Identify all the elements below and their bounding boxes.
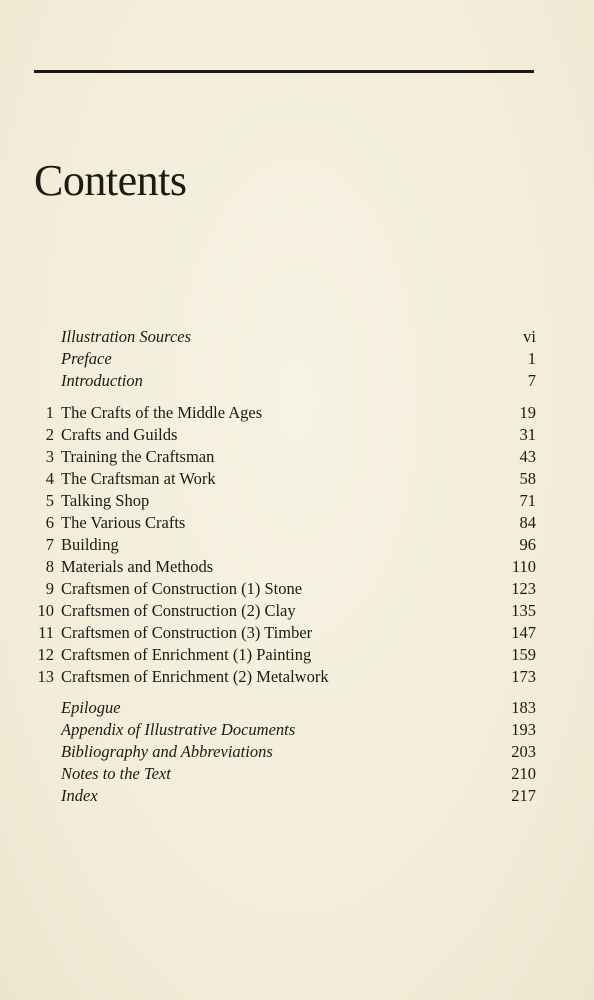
entry-title: The Various Crafts [61,513,186,532]
entry-title: Craftsmen of Construction (1) Stone [61,579,303,598]
entry-page-number: 217 [511,786,536,805]
toc-entry-chapter [0,644,594,666]
chapter-number: 9 [45,579,54,598]
toc-entry-chapter [0,512,594,534]
entry-title: Talking Shop [61,491,150,510]
entry-page-number: 159 [511,645,536,664]
toc-entry-front-matter [0,326,594,348]
entry-page-number: 110 [511,557,536,576]
chapter-number: 4 [45,469,54,488]
toc-entry-chapter [0,424,594,446]
toc-entry-chapter [0,490,594,512]
toc-entry-back-matter [0,785,594,807]
toc-entry-chapter [0,578,594,600]
entry-page-number: 173 [511,667,536,686]
toc-entry-chapter [0,402,594,424]
toc-entry-back-matter [0,719,594,741]
toc-entry-front-matter [0,348,594,370]
entry-title: Notes to the Text [61,764,171,783]
entry-title: Epilogue [61,698,121,717]
entry-page-number: 210 [511,764,536,783]
toc-entry-back-matter [0,741,594,763]
entry-page-number: 19 [519,403,536,422]
chapter-number: 8 [45,557,54,576]
chapter-number: 7 [45,535,54,554]
chapter-number: 1 [45,403,54,422]
toc-entry-chapter [0,600,594,622]
toc-entry-front-matter [0,370,594,392]
entry-title: Craftsmen of Construction (2) Clay [61,601,296,620]
entry-page-number: vi [523,327,536,346]
chapter-number: 12 [37,645,54,664]
entry-page-number: 71 [519,491,536,510]
entry-page-number: 31 [519,425,536,444]
entry-title: Building [61,535,119,554]
entry-page-number: 96 [519,535,536,554]
entry-page-number: 58 [519,469,536,488]
entry-page-number: 203 [511,742,536,761]
entry-title: Appendix of Illustrative Documents [61,720,296,739]
toc-entry-chapter [0,446,594,468]
toc-entry-chapter [0,468,594,490]
toc-entry-chapter [0,534,594,556]
chapter-number: 2 [45,425,54,444]
entry-title: The Crafts of the Middle Ages [61,403,263,422]
chapter-number: 11 [38,623,54,642]
entry-title: Bibliography and Abbreviations [61,742,273,761]
entry-page-number: 193 [511,720,536,739]
entry-title: Craftsmen of Enrichment (2) Metalwork [61,667,329,686]
entry-page-number: 183 [511,698,536,717]
entry-title: The Craftsman at Work [61,469,216,488]
entry-title: Preface [61,349,112,368]
entry-page-number: 1 [527,349,536,368]
entry-page-number: 7 [527,371,536,390]
toc-entry-back-matter [0,763,594,785]
toc-entry-chapter [0,556,594,578]
entry-page-number: 43 [519,447,536,466]
entry-title: Materials and Methods [61,557,214,576]
chapter-number: 10 [37,601,54,620]
top-rule [34,70,534,73]
toc-entry-chapter [0,622,594,644]
entry-title: Craftsmen of Construction (3) Timber [61,623,313,642]
entry-page-number: 84 [519,513,536,532]
entry-page-number: 135 [511,601,536,620]
toc-entry-chapter [0,666,594,688]
chapter-number: 5 [45,491,54,510]
entry-title: Training the Craftsman [61,447,215,466]
entry-title: Index [61,786,98,805]
entry-page-number: 123 [511,579,536,598]
chapter-number: 3 [45,447,54,466]
chapter-number: 13 [37,667,54,686]
chapter-number: 6 [45,513,54,532]
entry-title: Crafts and Guilds [61,425,178,444]
entry-title: Introduction [61,371,143,390]
page-title: Contents [34,156,187,205]
entry-page-number: 147 [511,623,536,642]
entry-title: Illustration Sources [61,327,192,346]
entry-title: Craftsmen of Enrichment (1) Painting [61,645,312,664]
toc-entry-back-matter [0,697,594,719]
